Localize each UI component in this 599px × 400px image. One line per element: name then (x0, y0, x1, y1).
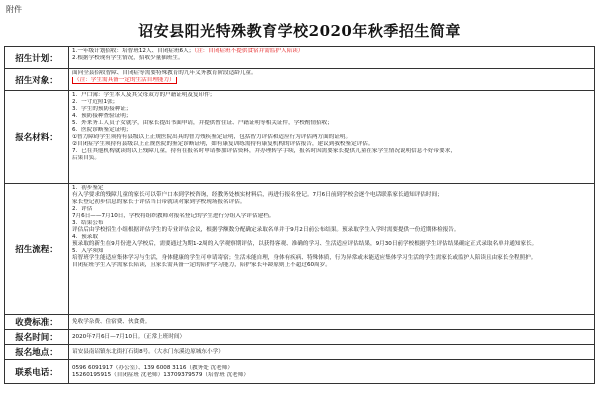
plan-content (69, 47, 595, 69)
row-location (5, 345, 595, 360)
plan-line2: 2.根据学校现有学生情况，招收少量插班生。 (72, 55, 184, 61)
process-line: 4．预录取 (72, 234, 98, 240)
process-line: 评估后由学校招生小组根据评估学生的专业评估会议，根据学额数分配确定录取名单并于9月2日前公布结果。预录取学生入学时需要提供一份近期体检报告。 (72, 227, 460, 233)
process-line: 家长登记初步信息的家长于评估当日带就读对象到学校现场报名评估。 (72, 199, 246, 205)
row-plan (5, 47, 595, 69)
process-line: 7月6日——7月10日，学校将组织教师对报名登记的学生进行分组入学评估建档。 (72, 213, 275, 219)
row-materials (5, 91, 595, 184)
materials-content (69, 91, 595, 184)
materials-line: 6．医院诊断鉴定证明； (72, 127, 132, 133)
process-line: 3．结果公布 (72, 220, 104, 226)
target-label: 招生对象： (5, 69, 69, 91)
contact-line: 15260195915（自闭症班 沈老师）13709379579（培智班 沈老师） (72, 371, 249, 378)
time-label: 报名时间： (5, 330, 69, 345)
process-line: 2．评估 (72, 206, 93, 212)
materials-line: ②自闭症学生须持有县级以上正规医院的鉴定诊断证明，如有康复训练需持有康复机构的评估报告，建议到我校鉴定评估。 (72, 141, 374, 147)
row-process (5, 184, 595, 315)
fee-label: 收费标准： (5, 315, 69, 330)
process-label: 招生流程： (5, 184, 69, 315)
materials-line: 2．一寸近照1张； (72, 99, 119, 105)
process-line: 1．初步鉴定 (72, 185, 104, 191)
process-line: 培智班学生能适应集体学习与生活，身体健康的学生可申请寄宿；生活未能自理，身体有疾病、特殊体质，行为异常或未能适应集体学习生活的学生需家长或监护人陪读且由家长全程照护。 (72, 255, 537, 261)
plan-text: 1.一年级计划招收：培智班12人、自闭症班6人； (72, 48, 195, 54)
target-content (69, 69, 595, 91)
process-line: 有入学要求的残障儿童的家长可以带户口本到学校咨询，经教务处核实材料后，再进行报名登记。7月6日前到学校会逐个电话联系家长通知评估时间； (72, 192, 443, 198)
process-content (69, 184, 595, 315)
location-label: 报名地点： (5, 345, 69, 360)
process-line: 5．入学须知 (72, 248, 104, 254)
plan-note: （注：自闭症班不提供食宿并需监护人陪读） (194, 48, 304, 54)
contact-content (69, 360, 595, 384)
contact-label: 联系电话： (5, 360, 69, 384)
process-line: 自闭症班学生入学需家长陪读，且家长需具备一定的陪护学习能力，陪护家长年龄原则上不超过60周岁。 (72, 262, 331, 268)
row-target (5, 69, 595, 91)
materials-line: 4．预防接种查验证明； (72, 113, 132, 119)
materials-line: ①智力障碍学生须持有县级以上正规医院出具的智力残疾鉴定证明，包括智力评估和适应行为评估两方面的证明。 (72, 134, 352, 140)
materials-line: 1．户口簿：学生本人及其父母双方的户籍证明及复印件； (72, 92, 216, 98)
materials-tail: 后果自负。 (72, 155, 100, 161)
row-time (5, 330, 595, 345)
target-note: （注：学生需具备一定的生活自理能力） (74, 77, 175, 83)
row-fee (5, 315, 595, 330)
fee-text: 免收学杂费、住宿费、伙食费。 (69, 315, 595, 330)
materials-label: 报名材料： (5, 91, 69, 184)
row-contact (5, 360, 595, 384)
plan-label: 招生计划： (5, 47, 69, 69)
admissions-table (4, 46, 595, 384)
attachment-label: 附件 (6, 5, 22, 14)
contact-line: 0596 6091917（办公室）、139 6008 3116（教务处 沈老师） (72, 364, 233, 371)
process-line: 预录取的新生在9月份进入学校后，需要通过为期1-2周的入学观察期评估，以获得客观、准确的学习、生活适应评估结果，9月30日前学校根据学生评估结果确定正式录取名单并通知家长。 (72, 241, 538, 247)
materials-line: 5．外来务工人员子女就学，由家长提出书面申请，并提供暂住证、户籍证明等相关证件，学校酌情招收； (72, 120, 333, 126)
materials-line: 3．学生的预防接种证； (72, 106, 132, 112)
page-title: 诏安县阳光特殊教育学校2020年秋季招生简章 (138, 22, 461, 40)
target-text: 面向全县招收智障、自闭症等需要特殊教育的九年义务教育阶段适龄儿童。 (72, 70, 257, 76)
location-text: 诏安县南诏镇东北街打石街8号。（大水门东溪边原城东小学） (69, 345, 595, 360)
time-text: 2020年7月6日—7月10日。（正常上班时间） (69, 330, 595, 345)
materials-line: 7．已在其他机构就读的以上残障儿童，持有在报名时申请参加评估资料，并办理转学手续，报名时因需要家长提供儿童在家学生情况说明信息不好带要求， (72, 148, 456, 154)
